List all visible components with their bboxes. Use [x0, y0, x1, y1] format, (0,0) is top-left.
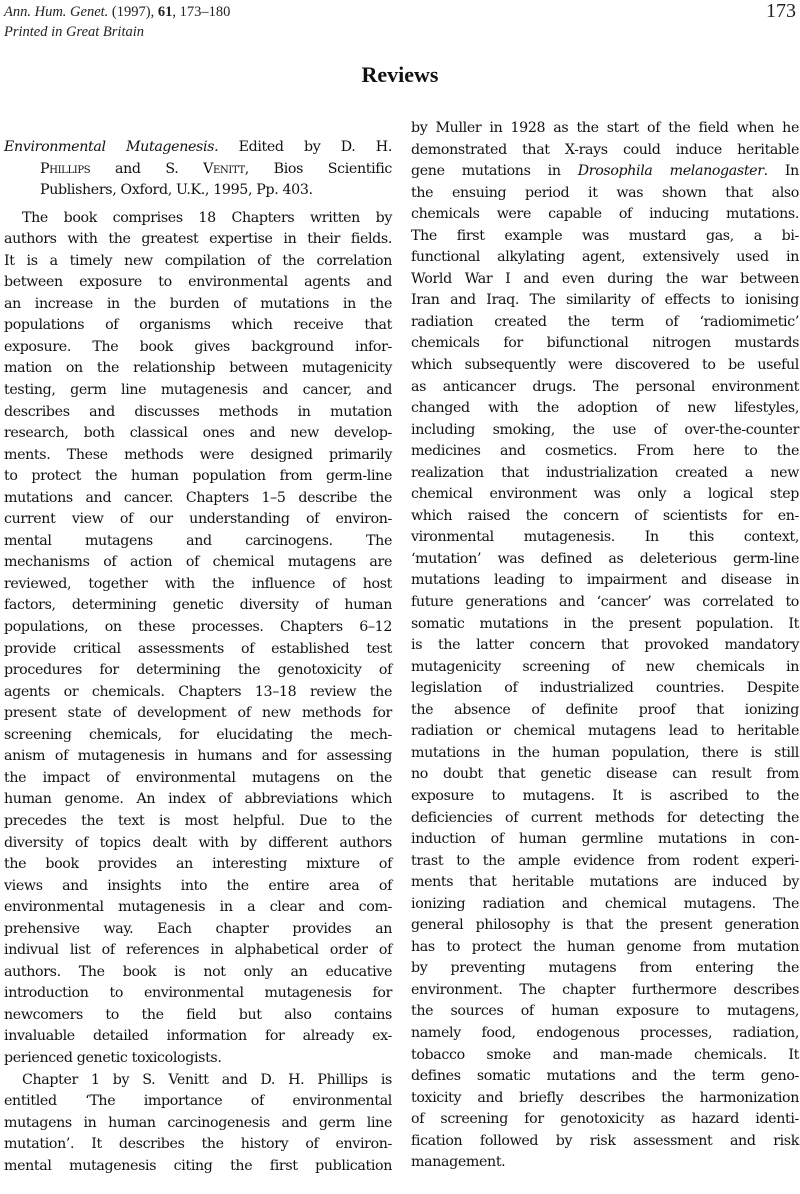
text-line: views and insights into the entire area of — [4, 877, 392, 894]
text-line: mutations in the human population, there is still — [411, 744, 799, 761]
text-line: authors. The book is not only an educative — [4, 963, 392, 980]
citation-line — [4, 2, 230, 22]
text-line: has to protect the human genome from mutation — [411, 938, 799, 955]
species-name: Drosophila melanogaster — [577, 163, 764, 180]
text-line: realization that industrialization created a new — [411, 464, 799, 481]
right-column — [411, 118, 799, 1174]
text-line: agents or chemicals. Chapters 13–18 review the — [4, 683, 392, 700]
text-line: as anticancer drugs. The personal environment — [411, 378, 799, 395]
edited-by: Edited by D. H. — [238, 139, 392, 155]
text-line: The first example was mustard gas, a bi- — [411, 227, 799, 244]
journal-abbrev: Ann. Hum. Genet. — [4, 4, 109, 20]
text-line: populations of organisms which receive that — [4, 317, 392, 334]
text-line: which subsequently were discovered to be useful — [411, 357, 799, 374]
text-line: ments that heritable mutations are induced by — [411, 874, 799, 891]
text-line: between exposure to environmental agents and — [4, 274, 392, 291]
text-line: invaluable detailed information for already ex- — [4, 1028, 392, 1045]
text-line: namely food, endogenous processes, radiation, — [411, 1024, 799, 1041]
text-line: World War I and even during the war between — [411, 270, 799, 287]
text-line: the impact of environmental mutagens on the — [4, 769, 392, 786]
text-line: mutations leading to impairment and disease in — [411, 572, 799, 589]
text-line: prehensive way. Each chapter provides an — [4, 920, 392, 937]
editor-name: Venitt — [203, 160, 245, 177]
running-header — [4, 2, 230, 42]
text-line: chemical environment was only a logical step — [411, 486, 799, 503]
text-line: The book comprises 18 Chapters written by — [22, 209, 392, 226]
text-line: research, both classical ones and new develop- — [4, 425, 392, 442]
journal-pages: , 173–180 — [172, 4, 231, 20]
text-line: exposure to mutagens. It is ascribed to the — [411, 787, 799, 804]
text-line: mation on the relationship between mutagenicity — [4, 360, 392, 377]
text-line: tobacco smoke and man-made chemicals. It — [411, 1046, 799, 1063]
book-reference — [4, 137, 392, 202]
text-line: mutations and cancer. Chapters 1–5 describe the — [4, 489, 392, 506]
text-line: management. — [411, 1154, 506, 1171]
text-line: the sources of human exposure to mutagens, — [411, 1003, 799, 1020]
text-line: introduction to environmental mutagenesis for — [4, 985, 392, 1002]
text-line: mutagenicity screening of new chemicals in — [411, 658, 799, 675]
text-line: environment. The chapter furthermore describes — [411, 981, 799, 998]
text-line: exposure. The book gives background infor- — [4, 338, 392, 355]
text-line: populations, on these processes. Chapters 6–12 — [4, 619, 392, 636]
review-body-right — [411, 118, 799, 1174]
text-line: provide critical assessments of established test — [4, 640, 392, 657]
text-line: ‘mutation’ was defined as deleterious germ-line — [411, 550, 799, 567]
text-line: human genome. An index of abbreviations which — [4, 791, 392, 808]
text-line: chemicals for bifunctional nitrogen mustards — [411, 335, 799, 352]
text-line: ionizing radiation and chemical mutagens. The — [411, 895, 799, 912]
section-title: Reviews — [361, 62, 439, 87]
text-line: mutation’. It describes the history of environ- — [4, 1136, 392, 1153]
printed-in: Printed in Great Britain — [4, 24, 145, 40]
text-line: current view of our understanding of environ- — [4, 511, 392, 528]
text-line: the absence of definite proof that ionizing — [411, 701, 799, 718]
text-line: diversity of topics dealt with by different authors — [4, 834, 392, 851]
text-line: entitled ‘The importance of environmental — [4, 1093, 392, 1110]
text-line: general philosophy is that the present generation — [411, 917, 799, 934]
text-line: gene mutations in Drosophila melanogaster. In — [411, 163, 799, 180]
page-number: 173 — [766, 0, 796, 22]
journal-year: (1997), — [111, 4, 155, 20]
text-line: which raised the concern of scientists for en- — [411, 507, 799, 524]
text-line: somatic mutations in the present population. It — [411, 615, 799, 632]
text-line: toxicity and briefly describes the harmonization — [411, 1089, 799, 1106]
review-body-left — [4, 208, 392, 1178]
text-line: procedures for determining the genotoxicity of — [4, 662, 392, 679]
text-line: perienced genetic toxicologists. — [4, 1049, 222, 1066]
reference-line: Phillips and S. Venitt, Bios Scientific — [40, 160, 392, 177]
text-line: mental mutagenesis citing the first publication — [4, 1157, 392, 1174]
text-line: an increase in the burden of mutations in the — [4, 295, 392, 312]
text-line: demonstrated that X-rays could induce heritable — [411, 141, 799, 158]
text-line: ments. These methods were designed primarily — [4, 446, 392, 463]
text-line: including smoking, the use of over-the-counter — [411, 421, 799, 438]
text-line: functional alkylating agent, extensively used in — [411, 249, 799, 266]
text-line: by Muller in 1928 as the start of the field when he — [411, 120, 799, 136]
text-line: by preventing mutagens from entering the — [411, 960, 799, 977]
text-line: indivual list of references in alphabetical order of — [4, 942, 392, 959]
text-line: fication followed by risk assessment and risk — [411, 1132, 799, 1149]
text-line: anism of mutagenesis in humans and for assessing — [4, 748, 392, 765]
text-line: radiation or chemical mutagens lead to heritable — [411, 723, 799, 740]
text-line: of screening for genotoxicity as hazard identi- — [411, 1111, 799, 1128]
text-line: environmental mutagenesis in a clear and com- — [4, 899, 392, 916]
text-line: describes and discusses methods in mutation — [4, 403, 392, 420]
text-line: vironmental mutagenesis. In this context, — [411, 529, 799, 546]
editor-name: Phillips — [40, 160, 91, 177]
text-line: no doubt that genetic disease can result from — [411, 766, 799, 783]
text-line: future generations and ‘cancer’ was correlated to — [411, 594, 799, 611]
text-line: mental mutagens and carcinogens. The — [4, 532, 392, 549]
text-line: radiation created the term of ‘radiomimetic’ — [411, 313, 799, 330]
text-line: testing, germ line mutagenesis and cancer, and — [4, 382, 392, 399]
text-line: is the latter concern that provoked mandatory — [411, 637, 799, 654]
book-title: Environmental Mutagenesis. — [4, 139, 219, 155]
reference-line: Publishers, Oxford, U.K., 1995, Pp. 403. — [40, 182, 313, 199]
text-line: newcomers to the field but also contains — [4, 1006, 392, 1023]
text-line: to protect the human population from germ-line — [4, 468, 392, 485]
text-line: precedes the text is most helpful. Due to the — [4, 812, 392, 829]
text-line: chemicals were capable of inducing mutations. — [411, 206, 799, 223]
text-line: authors with the greatest expertise in their fields. — [4, 231, 392, 248]
text-line: Iran and Iraq. The similarity of effects to ionising — [411, 292, 799, 309]
text-line: trast to the ample evidence from rodent experi- — [411, 852, 799, 869]
text-line: screening chemicals, for elucidating the mech- — [4, 726, 392, 743]
text-line: mechanisms of action of chemical mutagens are — [4, 554, 392, 571]
text-line: mutagens in human carcinogenesis and germ line — [4, 1114, 392, 1131]
text-line: deficiencies of current methods for detecting the — [411, 809, 799, 826]
text-line: defines somatic mutations and the term geno- — [411, 1068, 799, 1085]
text-line: induction of human germline mutations in con- — [411, 831, 799, 848]
text-line: legislation of industrialized countries. Despite — [411, 680, 799, 697]
text-line: the ensuing period it was shown that also — [411, 184, 799, 201]
journal-volume: 61 — [157, 4, 173, 20]
text-line: reviewed, together with the influence of host — [4, 575, 392, 592]
text-line: factors, determining genetic diversity of human — [4, 597, 392, 614]
text-line: present state of development of new methods for — [4, 705, 392, 722]
text-line: It is a timely new compilation of the correlation — [4, 252, 392, 269]
text-line: the book provides an interesting mixture of — [4, 856, 392, 873]
text-line: changed with the adoption of new lifestyles, — [411, 400, 799, 417]
reference-line — [4, 137, 392, 159]
text-line: medicines and cosmetics. From here to the — [411, 443, 799, 460]
text-line: Chapter 1 by S. Venitt and D. H. Phillips is — [22, 1071, 392, 1088]
left-column — [4, 137, 392, 1177]
